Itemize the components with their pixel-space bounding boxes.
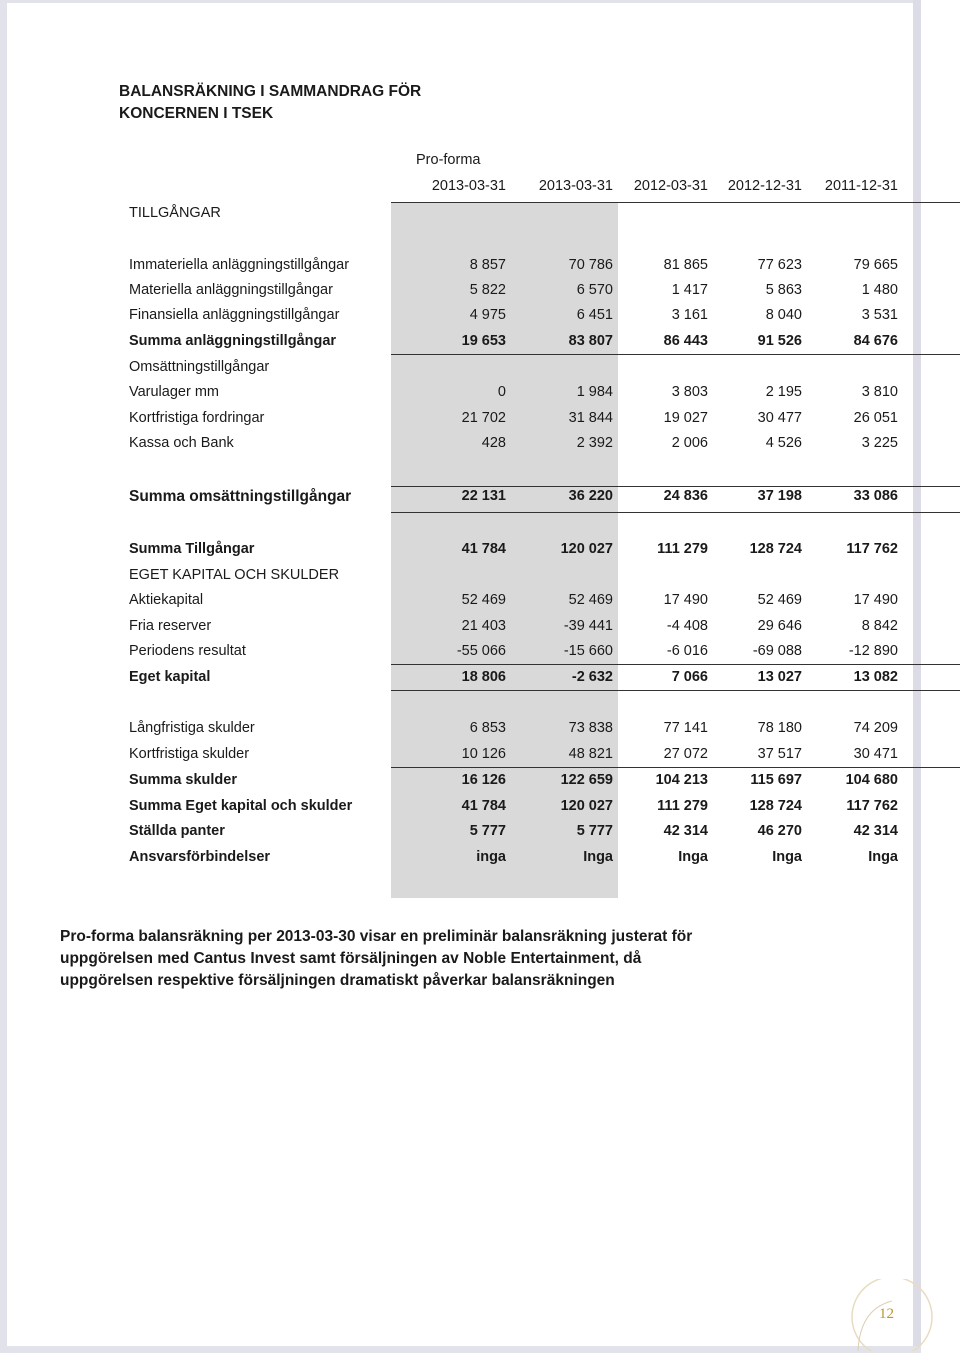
row-label: Periodens resultat <box>129 643 246 659</box>
table-row <box>0 435 960 457</box>
row-value-col-5: 26 051 <box>853 410 898 426</box>
row-value-col-3: 86 443 <box>663 333 708 349</box>
row-value-col-2: 122 659 <box>560 772 613 788</box>
table-row <box>0 307 960 329</box>
row-value-col-3: 27 072 <box>663 746 708 762</box>
row-label: Kassa och Bank <box>129 435 234 451</box>
footnote-line-1: Pro-forma balansräkning per 2013-03-30 visar en preliminär balansräkning justerat för <box>60 928 693 945</box>
table-row <box>0 567 960 589</box>
row-label: Eget kapital <box>129 669 211 685</box>
row-label: Långfristiga skulder <box>129 720 255 736</box>
table-row <box>0 541 960 563</box>
row-value-col-5: 79 665 <box>853 257 898 273</box>
table-row <box>0 359 960 381</box>
row-value-col-3: -6 016 <box>666 643 708 659</box>
row-label: Ansvarsförbindelser <box>129 849 271 865</box>
row-value-col-3: 1 417 <box>671 282 708 298</box>
row-value-col-3: 81 865 <box>663 257 708 273</box>
row-value-col-5: 104 680 <box>845 772 898 788</box>
table-row <box>0 643 960 665</box>
row-value-col-2: -15 660 <box>563 643 613 659</box>
table-row <box>0 746 960 768</box>
table-row <box>0 592 960 614</box>
row-value-col-4: Inga <box>772 849 802 865</box>
row-value-col-1: inga <box>476 849 506 865</box>
row-value-col-5: 1 480 <box>861 282 898 298</box>
rule-below-summa-omsattning <box>391 512 960 513</box>
row-value-col-2: 120 027 <box>560 798 613 814</box>
row-value-col-3: 7 066 <box>671 669 708 685</box>
row-value-col-5: 3 810 <box>861 384 898 400</box>
row-value-col-4: 78 180 <box>757 720 802 736</box>
row-value-col-4: -69 088 <box>752 643 802 659</box>
row-value-col-1: 10 126 <box>461 746 506 762</box>
row-value-col-4: 91 526 <box>757 333 802 349</box>
row-value-col-4: 128 724 <box>749 541 802 557</box>
row-value-col-1: 18 806 <box>461 669 506 685</box>
row-value-col-4: 30 477 <box>757 410 802 426</box>
proforma-label: Pro-forma <box>416 152 481 168</box>
row-value-col-1: 5 777 <box>469 823 506 839</box>
table-row <box>0 257 960 279</box>
row-value-col-2: 48 821 <box>568 746 613 762</box>
row-value-col-1: 21 702 <box>461 410 506 426</box>
row-label: Summa omsättningstillgångar <box>129 488 352 505</box>
table-row <box>0 282 960 304</box>
row-value-col-1: 52 469 <box>461 592 506 608</box>
row-value-col-2: 70 786 <box>568 257 613 273</box>
rule-above-summa-omsattning <box>391 486 960 487</box>
row-value-col-1: 41 784 <box>461 541 506 557</box>
table-row <box>0 618 960 640</box>
row-value-col-1: 41 784 <box>461 798 506 814</box>
row-value-col-2: 83 807 <box>568 333 613 349</box>
row-value-col-3: 111 279 <box>657 798 708 814</box>
row-value-col-4: 115 697 <box>750 772 802 788</box>
table-row <box>0 488 960 510</box>
table-row <box>0 669 960 691</box>
row-label: Varulager mm <box>129 384 219 400</box>
row-label: Immateriella anläggningstillgångar <box>129 257 350 273</box>
page-frame-bottom <box>0 1346 921 1353</box>
column-header-4: 2012-12-31 <box>727 178 802 194</box>
row-value-col-5: 42 314 <box>853 823 898 839</box>
header-rule <box>391 202 960 203</box>
row-label: EGET KAPITAL OCH SKULDER <box>129 567 340 583</box>
row-value-col-4: 29 646 <box>757 618 802 634</box>
row-label: Fria reserver <box>129 618 212 634</box>
row-label: Omsättningstillgångar <box>129 359 270 375</box>
row-value-col-2: 1 984 <box>576 384 613 400</box>
footnote <box>60 926 692 992</box>
row-value-col-5: 117 762 <box>846 798 898 814</box>
row-value-col-2: 6 570 <box>576 282 613 298</box>
row-value-col-5: Inga <box>868 849 898 865</box>
table-row <box>0 798 960 820</box>
row-label: Summa skulder <box>129 772 237 788</box>
title-line-1: BALANSRÄKNING I SAMMANDRAG FÖR <box>119 83 422 100</box>
row-value-col-4: 5 863 <box>765 282 802 298</box>
row-value-col-3: 111 279 <box>657 541 708 557</box>
row-value-col-3: 17 490 <box>663 592 708 608</box>
row-value-col-5: -12 890 <box>848 643 898 659</box>
table-row <box>0 333 960 355</box>
page-frame-top <box>0 0 920 3</box>
title-line-2: KONCERNEN I TSEK <box>119 105 274 122</box>
row-value-col-3: 42 314 <box>663 823 708 839</box>
row-value-col-5: 117 762 <box>846 541 898 557</box>
row-label: Materiella anläggningstillgångar <box>129 282 333 298</box>
row-value-col-1: 19 653 <box>461 333 506 349</box>
row-value-col-3: -4 408 <box>666 618 708 634</box>
row-value-col-3: Inga <box>678 849 708 865</box>
row-value-col-1: 16 126 <box>461 772 506 788</box>
row-value-col-1: 21 403 <box>461 618 506 634</box>
row-value-col-2: 36 220 <box>568 488 613 504</box>
row-label: Summa anläggningstillgångar <box>129 333 337 349</box>
row-value-col-5: 33 086 <box>853 488 898 504</box>
table-row <box>0 384 960 406</box>
row-value-col-2: 52 469 <box>568 592 613 608</box>
row-value-col-3: 104 213 <box>655 772 708 788</box>
column-header-2: 2013-03-31 <box>538 178 613 194</box>
row-value-col-3: 3 161 <box>671 307 708 323</box>
table-row <box>0 720 960 742</box>
page-title <box>119 81 421 125</box>
row-value-col-1: 22 131 <box>461 488 506 504</box>
row-value-col-1: 6 853 <box>469 720 506 736</box>
row-value-col-1: 428 <box>481 435 506 451</box>
row-label: Finansiella anläggningstillgångar <box>129 307 340 323</box>
row-value-col-2: Inga <box>583 849 613 865</box>
row-value-col-4: 4 526 <box>765 435 802 451</box>
row-value-col-4: 8 040 <box>765 307 802 323</box>
row-value-col-4: 37 198 <box>757 488 802 504</box>
column-header-3: 2012-03-31 <box>633 178 708 194</box>
column-header-1: 2013-03-31 <box>431 178 506 194</box>
row-value-col-3: 77 141 <box>663 720 708 736</box>
row-value-col-5: 3 225 <box>861 435 898 451</box>
footnote-line-3: uppgörelsen respektive försäljningen dramatiskt påverkar balansräkningen <box>60 972 615 989</box>
row-value-col-4: 2 195 <box>765 384 802 400</box>
row-label: Kortfristiga fordringar <box>129 410 265 426</box>
row-value-col-4: 37 517 <box>757 746 802 762</box>
row-value-col-1: -55 066 <box>456 643 506 659</box>
row-value-col-2: 73 838 <box>568 720 613 736</box>
row-label: Kortfristiga skulder <box>129 746 250 762</box>
table-row <box>0 849 960 871</box>
table-row <box>0 410 960 432</box>
row-value-col-3: 3 803 <box>671 384 708 400</box>
footnote-line-2: uppgörelsen med Cantus Invest samt försäljningen av Noble Entertainment, då <box>60 950 642 967</box>
row-value-col-3: 19 027 <box>663 410 708 426</box>
row-value-col-2: 6 451 <box>576 307 613 323</box>
row-value-col-2: 2 392 <box>576 435 613 451</box>
row-value-col-4: 128 724 <box>749 798 802 814</box>
row-value-col-1: 5 822 <box>469 282 506 298</box>
section-label-tillgangar: TILLGÅNGAR <box>129 205 221 221</box>
page-number: 12 <box>879 1306 894 1322</box>
row-value-col-4: 77 623 <box>757 257 802 273</box>
column-header-5: 2011-12-31 <box>824 178 898 194</box>
row-value-col-2: 120 027 <box>560 541 613 557</box>
row-label: Aktiekapital <box>129 592 204 608</box>
row-value-col-3: 2 006 <box>671 435 708 451</box>
row-value-col-2: -39 441 <box>563 618 613 634</box>
row-value-col-1: 4 975 <box>469 307 506 323</box>
row-value-col-2: 5 777 <box>576 823 613 839</box>
row-value-col-5: 84 676 <box>853 333 898 349</box>
row-value-col-5: 3 531 <box>861 307 898 323</box>
row-label: Summa Tillgångar <box>129 541 255 557</box>
row-value-col-4: 52 469 <box>757 592 802 608</box>
row-value-col-3: 24 836 <box>663 488 708 504</box>
row-value-col-4: 46 270 <box>757 823 802 839</box>
row-value-col-5: 8 842 <box>861 618 898 634</box>
row-label: Summa Eget kapital och skulder <box>129 798 353 814</box>
row-value-col-5: 17 490 <box>853 592 898 608</box>
row-value-col-1: 8 857 <box>469 257 506 273</box>
row-value-col-2: -2 632 <box>571 669 613 685</box>
row-value-col-5: 30 471 <box>853 746 898 762</box>
row-value-col-4: 13 027 <box>757 669 802 685</box>
row-label: Ställda panter <box>129 823 225 839</box>
row-value-col-5: 13 082 <box>853 669 898 685</box>
table-row <box>0 823 960 845</box>
row-value-col-5: 74 209 <box>853 720 898 736</box>
row-value-col-2: 31 844 <box>568 410 613 426</box>
row-value-col-1: 0 <box>497 384 506 400</box>
table-row <box>0 772 960 794</box>
